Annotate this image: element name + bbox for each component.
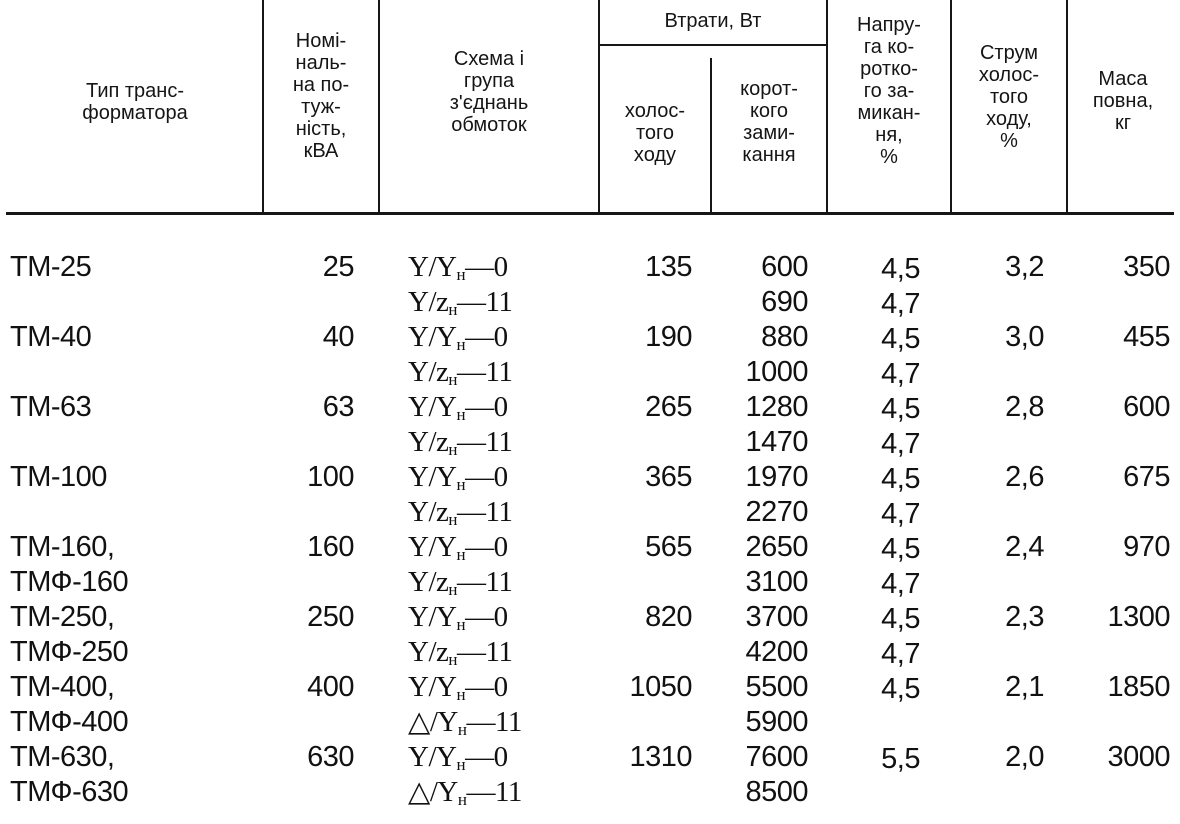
- short-circuit-voltage: 4,5: [881, 673, 920, 705]
- header-type: Тип транс- форматора: [82, 80, 188, 124]
- total-mass: 455: [1123, 321, 1170, 353]
- winding-scheme: $Y/Y_н—0$: [408, 321, 508, 354]
- short-circuit-voltage: 4,5: [881, 323, 920, 355]
- model-name: ТМФ-630: [10, 776, 129, 808]
- winding-scheme: $Y/z_н—11$: [408, 496, 513, 529]
- winding-scheme: $Y/z_н—11$: [408, 356, 513, 389]
- rated-power: 400: [307, 671, 354, 703]
- model-name: ТМ-400,: [10, 671, 115, 703]
- short-circuit-voltage: 4,5: [881, 533, 920, 565]
- header-losses-noload: холос- того ходу: [624, 100, 686, 166]
- noload-current: 2,4: [1005, 531, 1044, 563]
- model-name: ТМ-100: [10, 461, 107, 493]
- rated-power: 63: [322, 391, 354, 423]
- model-name: ТМ-630,: [10, 741, 115, 773]
- short-circuit-voltage: 4,7: [881, 498, 920, 530]
- noload-current: 2,3: [1005, 601, 1044, 633]
- winding-scheme: $Y/Y_н—0$: [408, 741, 508, 774]
- model-name: ТМФ-400: [10, 706, 129, 738]
- noload-current: 2,8: [1005, 391, 1044, 423]
- noload-losses: 1050: [629, 671, 692, 703]
- noload-current: 3,0: [1005, 321, 1044, 353]
- model-name: ТМФ-250: [10, 636, 129, 668]
- header-losses: Втрати, Вт: [664, 10, 762, 32]
- total-mass: 3000: [1107, 741, 1170, 773]
- losses-header-rule: [598, 44, 828, 46]
- short-circuit-losses: 5900: [745, 706, 808, 738]
- short-circuit-voltage: 4,5: [881, 253, 920, 285]
- noload-current: 2,1: [1005, 671, 1044, 703]
- model-name: ТМ-25: [10, 251, 92, 283]
- noload-losses: 365: [645, 461, 692, 493]
- rated-power: 630: [307, 741, 354, 773]
- winding-scheme: $Y/Y_н—0$: [408, 391, 508, 424]
- short-circuit-voltage: 4,7: [881, 638, 920, 670]
- winding-scheme: $Y/Y_н—0$: [408, 671, 508, 704]
- header-mass: Маса повна, кг: [1092, 68, 1154, 134]
- short-circuit-losses: 8500: [745, 776, 808, 808]
- model-name: ТМ-63: [10, 391, 92, 423]
- total-mass: 970: [1123, 531, 1170, 563]
- noload-current: 2,0: [1005, 741, 1044, 773]
- short-circuit-losses: 7600: [745, 741, 808, 773]
- short-circuit-losses: 1280: [745, 391, 808, 423]
- short-circuit-losses: 1970: [745, 461, 808, 493]
- short-circuit-losses: 4200: [745, 636, 808, 668]
- short-circuit-losses: 5500: [745, 671, 808, 703]
- short-circuit-voltage: 4,5: [881, 393, 920, 425]
- header-scheme: Схема і група з'єднань обмоток: [449, 48, 529, 136]
- short-circuit-losses: 2650: [745, 531, 808, 563]
- model-name: ТМ-250,: [10, 601, 115, 633]
- header-current: Струм холос- того ходу, %: [978, 42, 1040, 152]
- model-name: ТМФ-160: [10, 566, 129, 598]
- short-circuit-voltage: 4,7: [881, 428, 920, 460]
- short-circuit-losses: 2270: [745, 496, 808, 528]
- winding-scheme: $Y/z_н—11$: [408, 636, 513, 669]
- short-circuit-voltage: 4,5: [881, 463, 920, 495]
- header-bottom-rule: [6, 212, 1174, 215]
- rated-power: 100: [307, 461, 354, 493]
- total-mass: 1850: [1107, 671, 1170, 703]
- winding-scheme: $Y/Y_н—0$: [408, 461, 508, 494]
- noload-losses: 565: [645, 531, 692, 563]
- rated-power: 250: [307, 601, 354, 633]
- winding-scheme: $Y/Y_н—0$: [408, 251, 508, 284]
- short-circuit-voltage: 4,5: [881, 603, 920, 635]
- noload-losses: 265: [645, 391, 692, 423]
- winding-scheme: $\triangle/Y_н—11$: [408, 706, 522, 739]
- noload-losses: 820: [645, 601, 692, 633]
- total-mass: 1300: [1107, 601, 1170, 633]
- short-circuit-voltage: 4,7: [881, 568, 920, 600]
- total-mass: 350: [1123, 251, 1170, 283]
- noload-current: 3,2: [1005, 251, 1044, 283]
- winding-scheme: $\triangle/Y_н—11$: [408, 776, 522, 809]
- header-losses-short: корот- кого зами- кання: [740, 78, 798, 166]
- winding-scheme: $Y/z_н—11$: [408, 426, 513, 459]
- rated-power: 160: [307, 531, 354, 563]
- rated-power: 25: [322, 251, 354, 283]
- noload-current: 2,6: [1005, 461, 1044, 493]
- model-name: ТМ-40: [10, 321, 92, 353]
- winding-scheme: $Y/Y_н—0$: [408, 601, 508, 634]
- short-circuit-losses: 3100: [745, 566, 808, 598]
- short-circuit-losses: 690: [761, 286, 808, 318]
- column-divider: [378, 0, 380, 212]
- noload-losses: 135: [645, 251, 692, 283]
- short-circuit-losses: 880: [761, 321, 808, 353]
- short-circuit-voltage: 4,7: [881, 358, 920, 390]
- short-circuit-voltage: 4,7: [881, 288, 920, 320]
- short-circuit-losses: 3700: [745, 601, 808, 633]
- header-voltage: Напру- га ко- ротко- го за- микан- ня, %: [857, 14, 921, 168]
- winding-scheme: $Y/Y_н—0$: [408, 531, 508, 564]
- short-circuit-losses: 1470: [745, 426, 808, 458]
- short-circuit-losses: 1000: [745, 356, 808, 388]
- noload-losses: 190: [645, 321, 692, 353]
- winding-scheme: $Y/z_н—11$: [408, 286, 513, 319]
- winding-scheme: $Y/z_н—11$: [408, 566, 513, 599]
- total-mass: 675: [1123, 461, 1170, 493]
- rated-power: 40: [322, 321, 354, 353]
- model-name: ТМ-160,: [10, 531, 115, 563]
- column-divider: [262, 0, 264, 212]
- short-circuit-losses: 600: [761, 251, 808, 283]
- short-circuit-voltage: 5,5: [881, 743, 920, 775]
- header-power: Номі- наль- на по- туж- ність, кВА: [292, 30, 350, 162]
- noload-losses: 1310: [629, 741, 692, 773]
- total-mass: 600: [1123, 391, 1170, 423]
